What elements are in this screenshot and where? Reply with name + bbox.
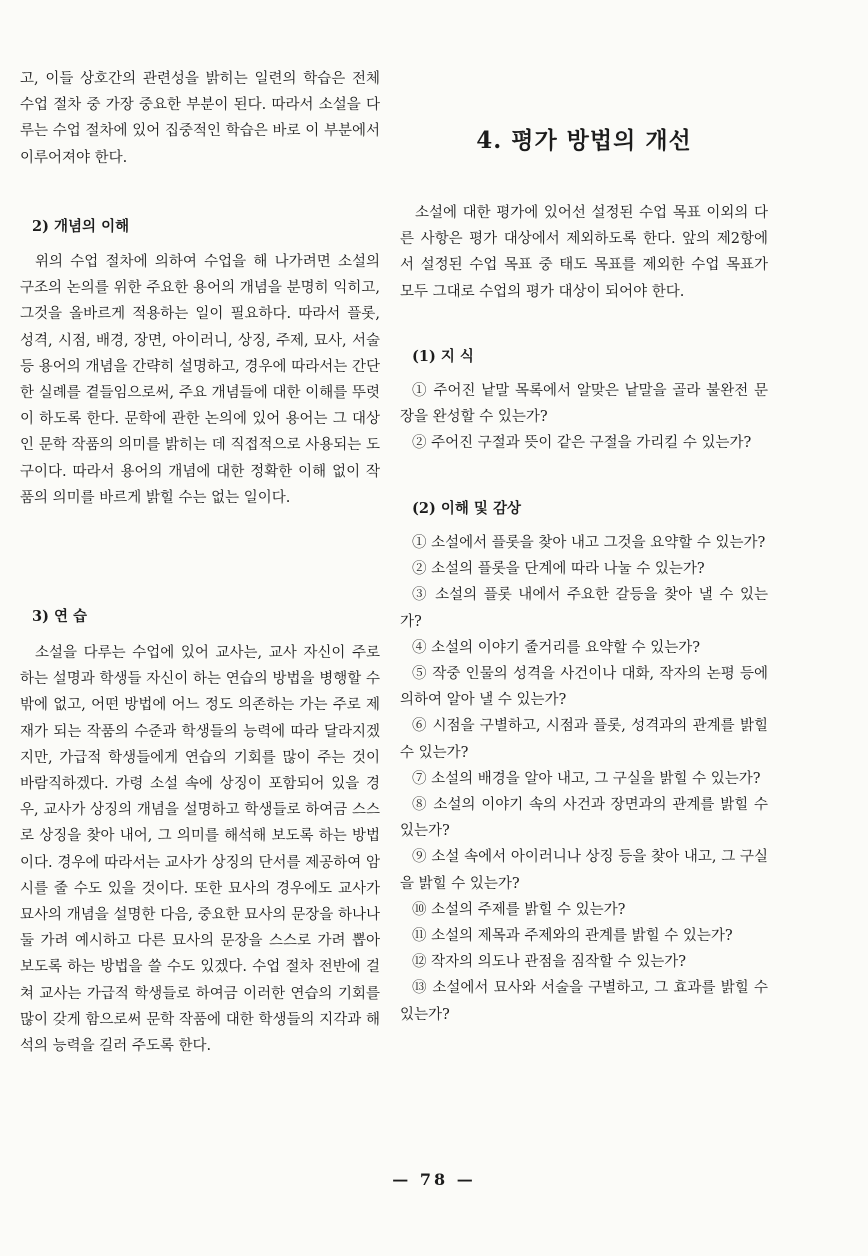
list-item: ⑤ 작중 인물의 성격을 사건이나 대화, 작자의 논평 등에 의하여 알아 낼 수 있는가? <box>400 666 768 709</box>
knowledge-list <box>400 378 768 457</box>
list-item: ④ 소설의 이야기 줄거리를 요약할 수 있는가? <box>412 639 701 656</box>
section-heading-understanding: (2) 이해 및 감상 <box>412 500 521 517</box>
list-item: ⑫ 작자의 의도나 관점을 짐작할 수 있는가? <box>412 954 687 971</box>
list-item: ② 소설의 플롯을 단계에 따라 나눌 수 있는가? <box>412 561 705 578</box>
list-item: ⑬ 소설에서 묘사와 서술을 구별하고, 그 효과를 밝힐 수 있는가? <box>400 980 768 1023</box>
list-item: ③ 소설의 플롯 내에서 주요한 갈등을 찾아 낼 수 있는가? <box>400 587 768 630</box>
list-item: ① 주어진 낱말 목록에서 알맞은 낱말을 골라 불완전 문장을 완성할 수 있는가? <box>400 383 768 426</box>
list-item: ⑦ 소설의 배경을 알아 내고, 그 구실을 밝힐 수 있는가? <box>412 770 761 787</box>
list-item: ⑪ 소설의 제목과 주제와의 관계를 밝힐 수 있는가? <box>412 928 733 945</box>
concepts-paragraph: 위의 수업 절차에 의하여 수업을 해 나가려면 소설의 구조의 논의를 위한 주요한 용어의 개념을 분명히 익히고, 그것을 올바르게 적용하는 일이 필요하다. 따라서 플롯, 성격, 시점, 배경, 장면, 아이러니, 상징, 주제, 묘사, 서술 등 용어의 개념을 간략히 설명하고, 경우에 따라서는 간단한 실례를 곁들임으로써, 주요 개념들에 대한 이해를 뚜렷이 하도록 한다. 문학에 관한 논의에 있어 용어는 그 대상인 문학 작품의 의미를 밝히는 데 직접적으로 사용되는 도구이다. 따라서 용어의 개념에 대한 정확한 이해 없이 작품의 의미를 바르게 밝힐 수는 없는 일이다. <box>20 254 380 506</box>
page-number: — 78 — <box>392 1170 476 1189</box>
practice-paragraph: 소설을 다루는 수업에 있어 교사는, 교사 자신이 주로 하는 설명과 학생들 자신이 하는 연습의 방법을 병행할 수밖에 없고, 어떤 방법에 어느 정도 의존하는 가는 주로 제재가 되는 작품의 수준과 학생들의 능력에 따라 달라지겠지만, 가급적 학생들에게 연습의 기회를 많이 주는 것이 바람직하겠다. 가령 소설 속에 상징이 포함되어 있을 경우, 교사가 상징의 개념을 설명하고 학생들로 하여금 스스로 상징을 찾아 내어, 그 의미를 해석해 보도록 하는 방법이다. 경우에 따라서는 교사가 상징의 단서를 제공하여 암시를 줄 수도 있을 것이다. 또한 묘사의 경우에도 교사가 묘사의 개념을 설명한 다음, 중요한 묘사의 문장을 하나나 둘 가려 예시하고 다른 묘사의 문장을 스스로 가려 뽑아 보도록 하는 방법을 쓸 수도 있겠다. 수업 절차 전반에 걸쳐 교사는 가급적 학생들로 하여금 이러한 연습의 기회를 많이 갖게 함으로써 문학 작품에 대한 학생들의 지각과 해석의 능력을 길러 주도록 한다. <box>20 645 380 1055</box>
list-item: ② 주어진 구절과 뜻이 같은 구절을 가리킬 수 있는가? <box>412 435 752 452</box>
chapter-title: 4. 평가 방법의 개선 <box>476 127 692 154</box>
list-item: ① 소설에서 플롯을 찾아 내고 그것을 요약할 수 있는가? <box>412 535 766 551</box>
list-item: ⑩ 소설의 주제를 밝힐 수 있는가? <box>412 901 626 918</box>
list-item: ⑧ 소설의 이야기 속의 사건과 장면과의 관계를 밝힐 수 있는가? <box>400 797 768 840</box>
evaluation-intro-paragraph: 소설에 대한 평가에 있어선 설정된 수업 목표 이외의 다른 사항은 평가 대상에서 제외하도록 한다. 앞의 제2항에서 설정된 수업 목표 중 태도 목표를 제외한 수업 목표가 모두 그대로 수업의 평가 대상이 되어야 한다. <box>400 205 768 300</box>
understanding-list <box>400 530 768 1028</box>
section-heading-concepts: 2) 개념의 이해 <box>32 218 130 235</box>
section-heading-knowledge: (1) 지 식 <box>412 348 474 365</box>
list-item: ⑥ 시점을 구별하고, 시점과 플롯, 성격과의 관계를 밝힐 수 있는가? <box>400 718 768 761</box>
section-heading-practice: 3) 연 습 <box>32 608 88 625</box>
list-item: ⑨ 소설 속에서 아이러니나 상징 등을 찾아 내고, 그 구실을 밝힐 수 있는가? <box>400 849 768 892</box>
intro-paragraph: 고, 이들 상호간의 관련성을 밝히는 일련의 학습은 전체 수업 절차 중 가장 중요한 부분이 된다. 따라서 소설을 다루는 수업 절차에 있어 집중적인 학습은 바로 이 부분에서 이루어져야 한다. <box>20 71 380 166</box>
